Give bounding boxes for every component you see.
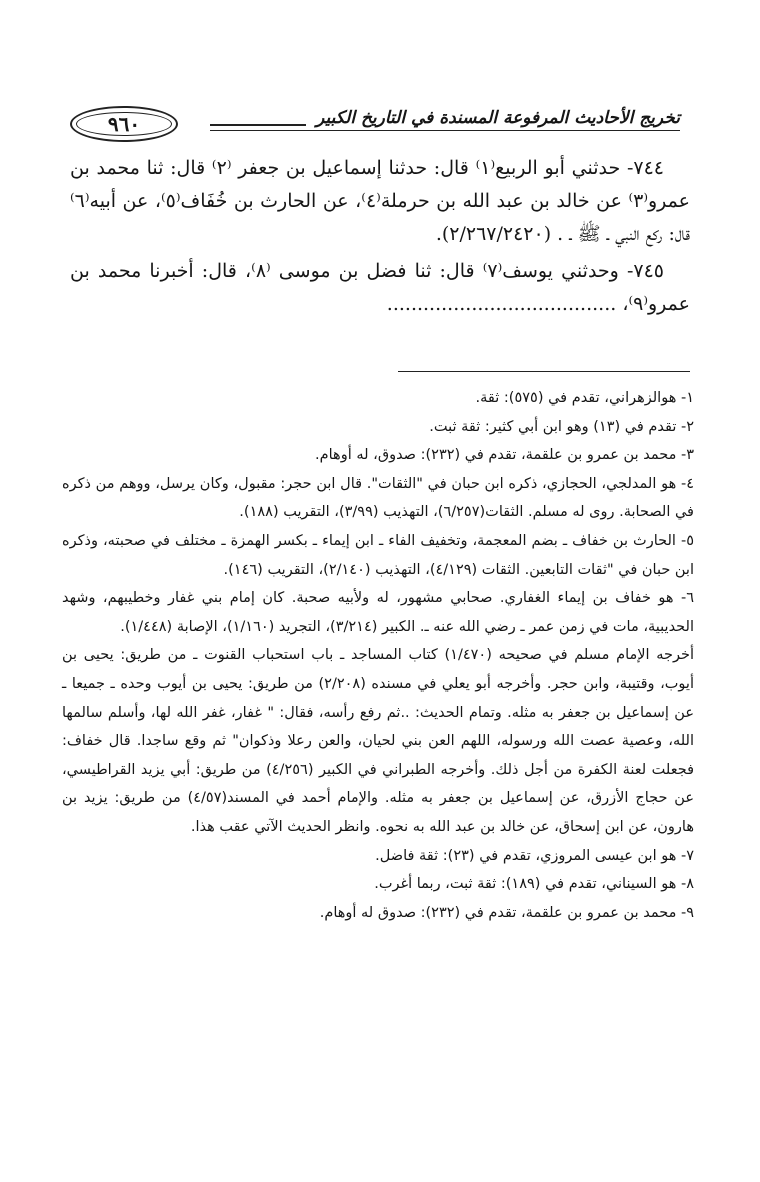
- header-rule-thin: [210, 130, 680, 131]
- footnote-7: ٧- هو ابن عيسى المروزي، تقدم في (٢٣): ثقة فاضل.: [375, 847, 694, 864]
- footnote-1: ١- هوالزهراني، تقدم في (٥٧٥): ثقة.: [475, 390, 694, 406]
- page-number: ٩٦٠: [70, 106, 178, 142]
- header-title: تخريج الأحاديث المرفوعة المسندة في التاريخ الكبير: [306, 108, 680, 128]
- footnotes: [62, 384, 694, 927]
- hadith-744: ٧٤٤- حدثني أبو الربيع⁽١⁾ قال: حدثنا إسماعيل بن جعفر ⁽٢⁾ قال: ثنا محمد بن عمرو⁽٣⁾ عن خالد بن عبد الله بن حرملة⁽٤⁾، عن الحارث بن خُفَاف⁽٥⁾، عن أبيه⁽٦⁾ قال: ركع النبي ـ ﷺ ـ . (٢/٢٦٧/٢٤٢٠).: [70, 157, 690, 245]
- running-header: [70, 106, 680, 146]
- footnote-4: ٤- هو المدلجي، الحجازي، ذكره ابن حبان في "الثقات". قال ابن حجر: مقبول، وكان يرسل، ووهم من ذكره في الصحابة. روى له مسلم. الثقات(٦/٢٥٧)، التهذيب (٣/٩٩)، التقريب (١٨٨).: [62, 475, 694, 521]
- footnote-8: ٨- هو السيناني، تقدم في (١٨٩): ثقة ثبت، ربما أغرب.: [374, 876, 694, 893]
- main-text: [70, 152, 690, 325]
- footnote-3: ٣- محمد بن عمرو بن علقمة، تقدم في (٢٣٢): صدوق، له أوهام.: [315, 447, 694, 464]
- hadith-745: ٧٤٥- وحدثني يوسف⁽٧⁾ قال: ثنا فضل بن موسى ⁽٨⁾، قال: أخبرنا محمد بن عمرو⁽٩⁾، ......................................: [70, 260, 690, 315]
- footnote-6: ٦- هو خفاف بن إيماء الغفاري. صحابي مشهور، له ولأبيه صحبة. كان إمام بني غفار وخطيبهم، وشهد الحديبية، مات في زمن عمر ـ رضي الله عنه ـ. الكبير (٣/٢١٤)، التجريد (١/١٦٠)، الإصابة (١/٤٤٨).: [62, 590, 694, 635]
- footnote-6-takhrij: أخرجه الإمام مسلم في صحيحه (١/٤٧٠) كتاب المساجد ـ باب استحباب القنوت ـ من طريق: يحيى بن أيوب، وقتيبة، وابن حجر. وأخرجه أبو يعلي في مسنده (٢/٢٠٨) من طريق: يحيى بن أيوب وحده ـ جميعا ـ عن إسماعيل بن جعفر به مثله. وتمام الحديث: ..ثم رفع رأسه، فقال: " غفار، غفر الله لها، وأسلم سالمها الله، وعصية عصت الله ورسوله، اللهم العن بني لحيان، والعن رعلا وذكوان" ثم وقع ساجدا. قال خفاف: فجعلت لعنة الكفرة من أجل ذلك. وأخرجه الطبراني في الكبير (٤/٢٥٦) من طريق: أبي يزيد القراطيسي، عن حجاج الأزرق، عن إسماعيل بن جعفر به مثله. والإمام أحمد في المسند(٤/٥٧) من طريق: يزيد بن هارون، عن ابن إسحاق، عن خالد بن عبد الله به نحوه. وانظر الحديث الآتي عقب هذا.: [62, 647, 695, 835]
- footnote-2: ٢- تقدم في (١٣) وهو ابن أبي كثير: ثقة ثبت.: [429, 418, 694, 435]
- footnote-separator: [398, 371, 690, 372]
- footnote-5: ٥- الحارث بن خفاف ـ بضم المعجمة، وتخفيف الفاء ـ ابن إيماء ـ بكسر الهمزة ـ مختلف في صحبته، وذكره ابن حبان في "ثقات التابعين. الثقات (٤/١٢٩)، التهذيب (٢/١٤٠)، التقريب (١٤٦).: [62, 532, 694, 578]
- footnote-9: ٩- محمد بن عمرو بن علقمة، تقدم في (٢٣٢): صدوق له أوهام.: [319, 904, 694, 921]
